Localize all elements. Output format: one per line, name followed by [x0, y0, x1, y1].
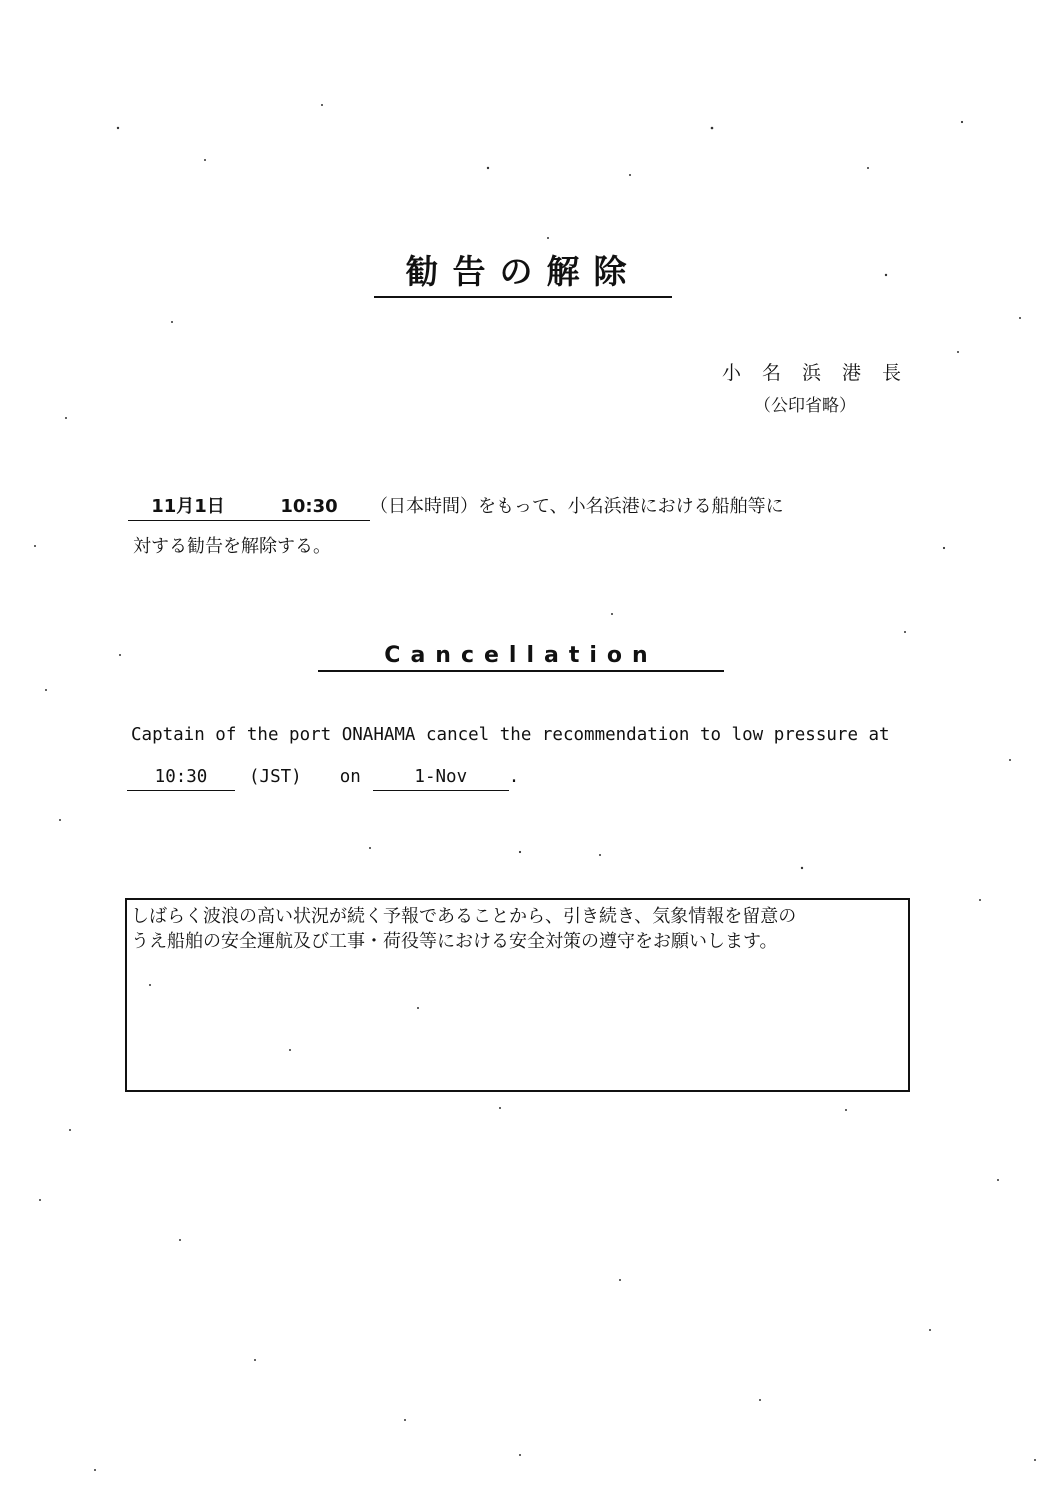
- jp-time-field: 10:30: [248, 494, 370, 521]
- en-date-field: 1-Nov: [373, 764, 509, 791]
- english-title: Cancellation: [318, 642, 724, 672]
- notice-line-1: しばらく波浪の高い状況が続く予報であることから、引き続き、気象情報を留意の: [131, 906, 797, 927]
- en-on-word: on: [339, 767, 361, 787]
- issuer-name: 小名浜港長: [721, 362, 922, 384]
- document-title: 勧告の解除: [374, 250, 672, 298]
- en-time-field: 10:30: [127, 764, 235, 791]
- seal-omitted-note: （公印省略）: [754, 396, 856, 416]
- jp-date-field: 11月1日: [128, 494, 248, 521]
- notice-box: [125, 898, 910, 1092]
- en-body-line-2: [127, 764, 519, 791]
- en-timezone: (JST): [249, 767, 302, 787]
- jp-body-line-1: [128, 494, 888, 521]
- notice-line-2: うえ船舶の安全運航及び工事・荷役等における安全対策の遵守をお願いします。: [131, 931, 778, 952]
- jp-body-text-1: （日本時間）をもって、小名浜港における船舶等に: [370, 496, 784, 517]
- jp-body-line-2: 対する勧告を解除する。: [133, 536, 331, 557]
- en-period: .: [508, 767, 520, 787]
- en-body-line-1: Captain of the port ONAHAMA cancel the recommendation to low pressure at: [131, 725, 890, 745]
